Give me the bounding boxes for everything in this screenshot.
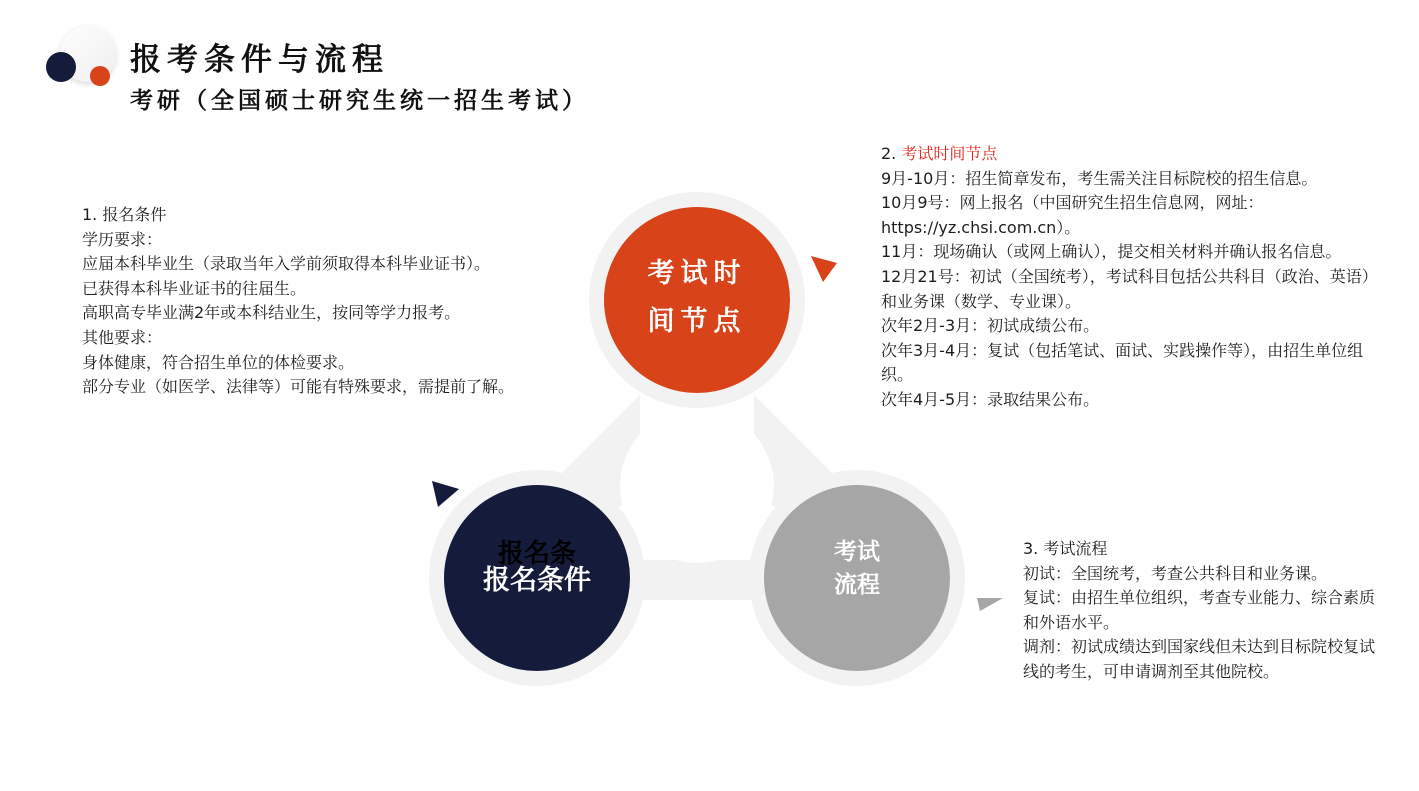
arrow-left <box>432 481 459 507</box>
section-registration-conditions <box>82 203 582 400</box>
section1-line: 学历要求： <box>82 229 163 249</box>
section1-line: 部分专业（如医学、法律等）可能有特殊要求，需提前了解。 <box>82 377 515 397</box>
circle-top-label <box>617 250 777 346</box>
circle-left-shadow-label: 报名条 <box>497 539 576 569</box>
page-title: 报考条件与流程 <box>130 42 389 78</box>
section-exam-process <box>1023 537 1387 685</box>
section1-line: 应届本科毕业生（录取当年入学前须取得本科毕业证书）。 <box>82 254 491 274</box>
section2-line: 次年3月-4月：复试（包括笔试、面试、实践操作等），由招生单位组织。 <box>881 340 1364 385</box>
circle-right-label-line1: 考试 <box>834 538 880 565</box>
section3-line: 初试：全国统考，考查公共科目和业务课。 <box>1023 563 1328 583</box>
section1-line: 高职高专毕业满2年或本科结业生，按同等学力报考。 <box>82 303 461 323</box>
section2-line: 次年2月-3月：初试成绩公布。 <box>881 316 1100 336</box>
circle-right-label-line2: 流程 <box>834 571 880 598</box>
section3-heading: 3. 考试流程 <box>1023 539 1108 558</box>
section2-line: 次年4月-5月：录取结果公布。 <box>881 389 1100 409</box>
section2-line: 12月21号：初试（全国统考），考试科目包括公共科目（政治、英语）和业务课（数学、专业课）。 <box>881 266 1378 311</box>
section2-heading <box>881 142 1401 167</box>
section2-heading-number: 2. <box>881 144 902 163</box>
circle-left-label: 报名条件 <box>483 565 591 596</box>
page-subtitle: 考研（全国硕士研究生统一招生考试） <box>130 87 589 114</box>
section1-line: 其他要求： <box>82 327 163 347</box>
section-exam-timeline <box>881 142 1401 413</box>
section1-line: 身体健康，符合招生单位的体检要求。 <box>82 352 355 372</box>
section3-line: 调剂：初试成绩达到国家线但未达到目标院校复试线的考生，可申请调剂至其他院校。 <box>1023 637 1376 681</box>
arrow-right <box>977 598 1003 611</box>
circle-top-label-line2: 间节点 <box>647 306 747 337</box>
section2-line: 11月：现场确认（或网上确认），提交相关材料并确认报名信息。 <box>881 242 1342 262</box>
center-hole <box>620 409 774 563</box>
circle-top-label-line1: 考试时 <box>647 258 747 289</box>
section2-line: 10月9号：网上报名（中国研究生招生信息网，网址：https://yz.chsi.com.cn）。 <box>881 193 1264 237</box>
arrow-top-right <box>811 256 837 282</box>
circle-right-label <box>777 535 937 601</box>
section1-line: 已获得本科毕业证书的往届生。 <box>82 278 307 298</box>
section3-line: 复试：由招生单位组织，考查专业能力、综合素质和外语水平。 <box>1023 588 1376 632</box>
section1-heading: 1. 报名条件 <box>82 205 167 224</box>
section2-heading-text: 考试时间节点 <box>901 144 998 163</box>
section2-line: 9月-10月：招生简章发布，考生需关注目标院校的招生信息。 <box>881 168 1318 188</box>
